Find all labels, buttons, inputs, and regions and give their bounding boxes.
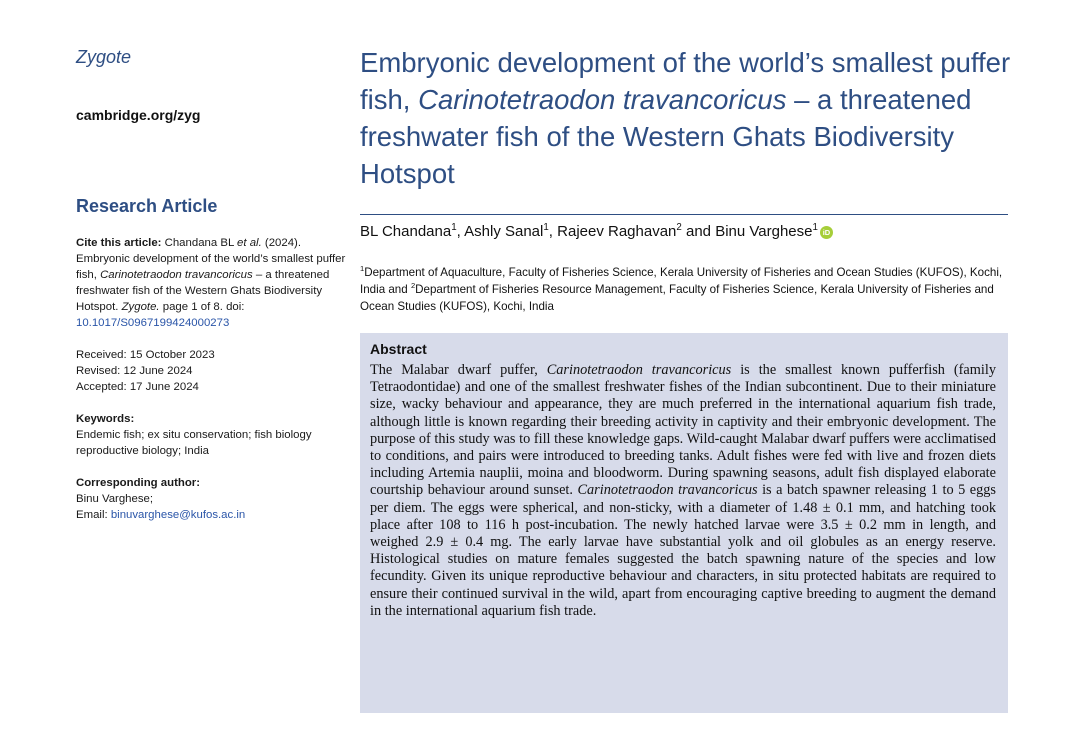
abstract-text: The Malabar dwarf puffer, Carinotetraodon travancoricus is the smallest known pufferfish (family Tetraodontidae) and one of the smallest freshwater fishes of the Indian subcontinent. Due to their miniature size, wacky behaviour and appearance, they are much preferred in the international aquarium fish trade, although little is known regarding their breeding activity in captivity and their embryonic development. The purpose of this study was to fill these knowledge gaps. Wild-caught Malabar dwarf puffers were acclimatised to conditions, and pairs were introduced to breeding tanks. Adult fishes were fed with live and frozen diets including Artemia nauplii, moina and bloodworm. During spawning seasons, adult fish displayed elaborate courtship behaviour around sunset. Carinotetraodon travancoricus is a batch spawner releasing 1 to 5 eggs per diem. The eggs were spherical, and non-sticky, with a diameter of 1.48 ± 0.1 mm, and hatching took place after 108 to 116 h post-incubation. The newly hatched larvae were 3.5 ± 0.2 mm in length, and weighed 2.9 ± 0.4 mg. The early larvae have substantial yolk and oil globules as an energy reserve. Histological studies on mature females suggested the batch spawning nature of the species and low fecundity. Given its unique reproductive behaviour and characters, in situ protected habitats are required to ensure their continued survival in the wild, apart from encouraging captive breeding to augment the demand in the international aquarium fish trade. xyxy=(370,362,996,619)
journal-name: Zygote xyxy=(76,47,132,67)
received-date: Received: 15 October 2023 xyxy=(76,349,215,361)
keywords-block xyxy=(76,411,346,459)
title-part1: Embryonic development of the world’s smallest puffer fish, xyxy=(360,47,1011,115)
corresponding-label: Corresponding author: xyxy=(76,477,201,489)
dates-block xyxy=(76,347,215,395)
doi-link[interactable]: 10.1017/S0967199424000273 xyxy=(76,317,230,329)
author-1[interactable]: BL Chandana$^1$ xyxy=(360,222,457,240)
corresponding-author-block xyxy=(76,475,346,523)
email-label: Email: xyxy=(76,509,108,521)
corresponding-name: Binu Varghese; xyxy=(76,493,154,505)
keywords-text: Endemic fish; ex situ conservation; fish biology reproductive biology; India xyxy=(76,429,312,457)
abstract-box xyxy=(360,333,1008,713)
author-4[interactable]: Binu Varghese$^1$ xyxy=(715,222,818,240)
cite-et-al: et al. xyxy=(237,237,262,249)
orcid-icon[interactable]: iD xyxy=(820,226,833,239)
revised-date: Revised: 12 June 2024 xyxy=(76,365,193,377)
cite-journal: Zygote. xyxy=(121,301,160,313)
citation-block xyxy=(76,235,346,331)
cite-author: Chandana BL xyxy=(164,237,234,249)
email-line xyxy=(76,507,346,523)
cite-pages: page 1 of 8. doi: xyxy=(162,301,245,313)
cite-title-cont: – a threatened freshwater fish of the Western Ghats Biodiversity Hotspot. xyxy=(76,269,330,313)
accepted-date: Accepted: 17 June 2024 xyxy=(76,381,199,393)
cite-label: Cite this article: xyxy=(76,237,162,249)
author-3[interactable]: Rajeev Raghavan$^2$ xyxy=(557,222,682,240)
article-type: Research Article xyxy=(76,196,218,216)
cite-year: (2024). xyxy=(264,237,302,249)
journal-website[interactable]: cambridge.org/zyg xyxy=(76,107,201,123)
title-species: Carinotetraodon travancoricus xyxy=(418,84,787,115)
abstract-heading: Abstract xyxy=(370,341,427,357)
affiliations: $^1$Department of Aquaculture, Faculty of Fisheries Science, Kerala University of Fisheries and Ocean Studies (KUFOS), Kochi, India and $^2$Department of Fisheries Resource Management, Faculty of Fisheries Science, Kerala University of Fisheries and Ocean Studies (KUFOS), Kochi, India xyxy=(360,264,1003,313)
email-link[interactable]: binuvarghese@kufos.ac.in xyxy=(110,509,246,521)
cite-title: Embryonic development of the world’s smallest puffer fish, xyxy=(76,253,346,281)
article-title xyxy=(360,44,1020,192)
title-part2: – a threatened freshwater fish of the Western Ghats Biodiversity Hotspot xyxy=(360,84,972,189)
cite-species: Carinotetraodon travancoricus xyxy=(100,269,253,281)
author-list: BL Chandana$^1$, Ashly Sanal$^1$, Rajeev Raghavan$^2$ and Binu Varghese$^1$ iD xyxy=(360,223,1008,240)
title-divider xyxy=(360,214,1008,215)
author-2[interactable]: Ashly Sanal$^1$ xyxy=(464,222,549,240)
keywords-label: Keywords: xyxy=(76,413,135,425)
